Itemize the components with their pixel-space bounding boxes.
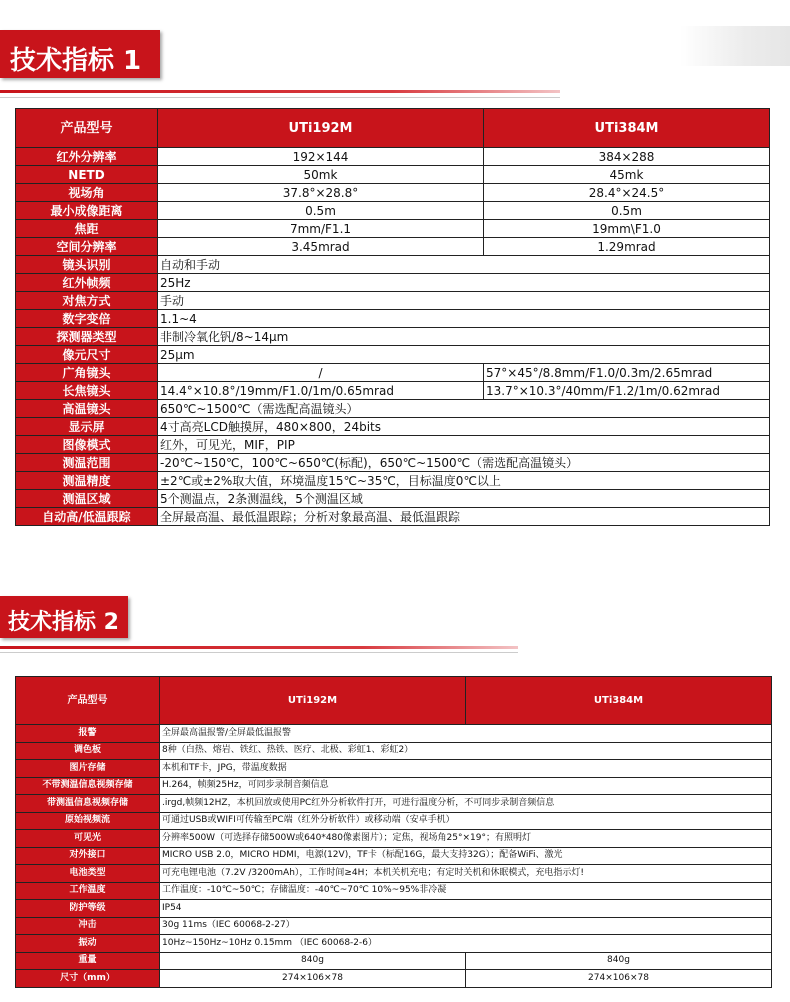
row-label-cell: 不带测温信息视频存储 — [16, 777, 160, 795]
section-1-rule — [0, 90, 560, 93]
spec-table-1 — [15, 108, 770, 526]
table-row — [16, 292, 770, 310]
row-value-cell: 5个测温点，2条测温线，5个测温区域 — [158, 490, 770, 508]
row-label-cell: 测温区域 — [16, 490, 158, 508]
row-value-cell: 8种（白热、熔岩、铁红、热铁、医疗、北极、彩虹1、彩虹2） — [160, 742, 772, 760]
row-value-model-b-cell: 57°×45°/8.8mm/F1.0/0.3m/2.65mrad — [484, 364, 770, 382]
table-row — [16, 508, 770, 526]
row-value-model-a-cell: 7mm/F1.1 — [158, 220, 484, 238]
header-model-a-cell: UTi192M — [160, 677, 466, 725]
row-value-cell: 1.1~4 — [158, 310, 770, 328]
row-value-cell: 30g 11ms（IEC 60068-2-27） — [160, 917, 772, 935]
table-row — [16, 865, 772, 883]
row-value-cell: 工作温度：-10℃~50℃；存储温度：-40℃~70℃ 10%~95%非冷凝 — [160, 882, 772, 900]
row-label-cell: 显示屏 — [16, 418, 158, 436]
row-label-cell: 图片存储 — [16, 760, 160, 778]
table-row — [16, 952, 772, 970]
table-row — [16, 436, 770, 454]
row-value-model-a-cell: 0.5m — [158, 202, 484, 220]
row-value-cell: MICRO USB 2.0，MICRO HDMI，电源(12V)，TF卡（标配16G，最大支持32G）；配备WiFi、激光 — [160, 847, 772, 865]
row-label-cell: 图像模式 — [16, 436, 158, 454]
row-label-cell: 原始视频流 — [16, 812, 160, 830]
header-model-b-cell: UTi384M — [484, 109, 770, 148]
row-value-cell: 25μm — [158, 346, 770, 364]
table-row — [16, 364, 770, 382]
row-value-model-b-cell: 28.4°×24.5° — [484, 184, 770, 202]
row-value-cell: -20℃~150℃，100℃~650℃(标配)，650℃~1500℃（需选配高温镜头） — [158, 454, 770, 472]
table-row — [16, 725, 772, 743]
row-value-model-b-cell: 45mk — [484, 166, 770, 184]
table-row — [16, 917, 772, 935]
row-label-cell: 像元尺寸 — [16, 346, 158, 364]
row-label-cell: 广角镜头 — [16, 364, 158, 382]
table-row — [16, 220, 770, 238]
row-value-cell: 10Hz~150Hz~10Hz 0.15mm （IEC 60068-2-6） — [160, 935, 772, 953]
row-label-cell: 最小成像距离 — [16, 202, 158, 220]
row-value-cell: 手动 — [158, 292, 770, 310]
row-value-model-a-cell: 192×144 — [158, 148, 484, 166]
row-label-cell: 红外帧频 — [16, 274, 158, 292]
row-label-cell: 防护等级 — [16, 900, 160, 918]
table-row — [16, 418, 770, 436]
row-label-cell: 焦距 — [16, 220, 158, 238]
header-model-b-cell: UTi384M — [466, 677, 772, 725]
section-1-title-badge — [0, 30, 160, 78]
row-label-cell: 测温范围 — [16, 454, 158, 472]
section-2-title: 技术指标 2 — [8, 610, 119, 635]
header-label-cell: 产品型号 — [16, 109, 158, 148]
table-header-row — [16, 677, 772, 725]
row-value-cell: 自动和手动 — [158, 256, 770, 274]
table-row — [16, 970, 772, 988]
row-value-cell: 25Hz — [158, 274, 770, 292]
row-label-cell: 长焦镜头 — [16, 382, 158, 400]
row-label-cell: NETD — [16, 166, 158, 184]
row-value-model-a-cell: 274×106×78 — [160, 970, 466, 988]
header-shadow-decoration — [680, 26, 790, 66]
header-model-a-cell: UTi192M — [158, 109, 484, 148]
row-value-model-a-cell: 3.45mrad — [158, 238, 484, 256]
row-label-cell: 电池类型 — [16, 865, 160, 883]
table-row — [16, 148, 770, 166]
table-row — [16, 346, 770, 364]
row-label-cell: 对焦方式 — [16, 292, 158, 310]
row-value-model-b-cell: 384×288 — [484, 148, 770, 166]
row-value-cell: 可充电锂电池（7.2V /3200mAh），工作时间≥4H；本机关机充电；有定时关机和休眠模式，充电指示灯! — [160, 865, 772, 883]
row-label-cell: 视场角 — [16, 184, 158, 202]
table-row — [16, 274, 770, 292]
table-row — [16, 238, 770, 256]
row-label-cell: 尺寸（mm） — [16, 970, 160, 988]
row-label-cell: 冲击 — [16, 917, 160, 935]
row-value-model-b-cell: 840g — [466, 952, 772, 970]
section-2-title-badge — [0, 596, 128, 638]
table-row — [16, 760, 772, 778]
header-label-cell: 产品型号 — [16, 677, 160, 725]
table-row — [16, 202, 770, 220]
table-row — [16, 256, 770, 274]
row-value-model-b-cell: 0.5m — [484, 202, 770, 220]
table-row — [16, 310, 770, 328]
row-value-cell: 4寸高亮LCD触摸屏，480×800，24bits — [158, 418, 770, 436]
section-1-title: 技术指标 1 — [10, 46, 142, 76]
row-label-cell: 重量 — [16, 952, 160, 970]
table-row — [16, 812, 772, 830]
row-label-cell: 自动高/低温跟踪 — [16, 508, 158, 526]
row-value-cell: 本机和TF卡，JPG，带温度数据 — [160, 760, 772, 778]
table-row — [16, 490, 770, 508]
table-row — [16, 742, 772, 760]
table-row — [16, 400, 770, 418]
table-row — [16, 795, 772, 813]
row-label-cell: 空间分辨率 — [16, 238, 158, 256]
row-value-cell: .irgd,帧频12HZ，本机回放或使用PC红外分析软件打开，可进行温度分析，不可同步录制音频信息 — [160, 795, 772, 813]
row-label-cell: 探测器类型 — [16, 328, 158, 346]
row-value-cell: ±2℃或±2%取大值，环境温度15℃~35℃，目标温度0℃以上 — [158, 472, 770, 490]
table-row — [16, 777, 772, 795]
row-value-model-b-cell: 1.29mrad — [484, 238, 770, 256]
table-row — [16, 935, 772, 953]
row-label-cell: 带测温信息视频存储 — [16, 795, 160, 813]
row-value-cell: 650℃~1500℃（需选配高温镜头） — [158, 400, 770, 418]
section-2-rule-light — [0, 652, 518, 653]
row-label-cell: 可见光 — [16, 830, 160, 848]
row-value-cell: 全屏最高温、最低温跟踪；分析对象最高温、最低温跟踪 — [158, 508, 770, 526]
table-row — [16, 454, 770, 472]
table-row — [16, 472, 770, 490]
row-value-cell: 可通过USB或WIFI可传输至PC端（红外分析软件）或移动端（安卓手机） — [160, 812, 772, 830]
row-label-cell: 工作温度 — [16, 882, 160, 900]
row-label-cell: 测温精度 — [16, 472, 158, 490]
row-value-model-a-cell: / — [158, 364, 484, 382]
row-value-cell: 红外，可见光，MIF，PIP — [158, 436, 770, 454]
row-label-cell: 红外分辨率 — [16, 148, 158, 166]
row-value-model-b-cell: 19mm\F1.0 — [484, 220, 770, 238]
row-label-cell: 高温镜头 — [16, 400, 158, 418]
row-value-cell: IP54 — [160, 900, 772, 918]
row-label-cell: 镜头识别 — [16, 256, 158, 274]
table-row — [16, 382, 770, 400]
row-value-cell: 分辨率500W（可选择存储500W或640*480像素图片）；定焦，视场角25°×19°；有照明灯 — [160, 830, 772, 848]
spec-table-2 — [15, 676, 772, 988]
row-value-model-a-cell: 840g — [160, 952, 466, 970]
table-row — [16, 328, 770, 346]
table-row — [16, 184, 770, 202]
row-value-model-b-cell: 13.7°×10.3°/40mm/F1.2/1m/0.62mrad — [484, 382, 770, 400]
table-row — [16, 900, 772, 918]
row-label-cell: 数字变倍 — [16, 310, 158, 328]
table-row — [16, 882, 772, 900]
row-label-cell: 对外接口 — [16, 847, 160, 865]
row-value-model-a-cell: 50mk — [158, 166, 484, 184]
row-value-cell: 非制冷氧化钒/8~14μm — [158, 328, 770, 346]
row-label-cell: 报警 — [16, 725, 160, 743]
row-label-cell: 调色板 — [16, 742, 160, 760]
section-2-rule — [0, 646, 518, 649]
row-value-cell: H.264，帧频25Hz，可同步录制音频信息 — [160, 777, 772, 795]
table-row — [16, 166, 770, 184]
row-value-model-a-cell: 37.8°×28.8° — [158, 184, 484, 202]
table-row — [16, 847, 772, 865]
row-value-model-a-cell: 14.4°×10.8°/19mm/F1.0/1m/0.65mrad — [158, 382, 484, 400]
row-value-cell: 全屏最高温报警/全屏最低温报警 — [160, 725, 772, 743]
table-row — [16, 830, 772, 848]
table-header-row — [16, 109, 770, 148]
row-value-model-b-cell: 274×106×78 — [466, 970, 772, 988]
row-label-cell: 振动 — [16, 935, 160, 953]
section-1-rule-light — [0, 97, 560, 98]
